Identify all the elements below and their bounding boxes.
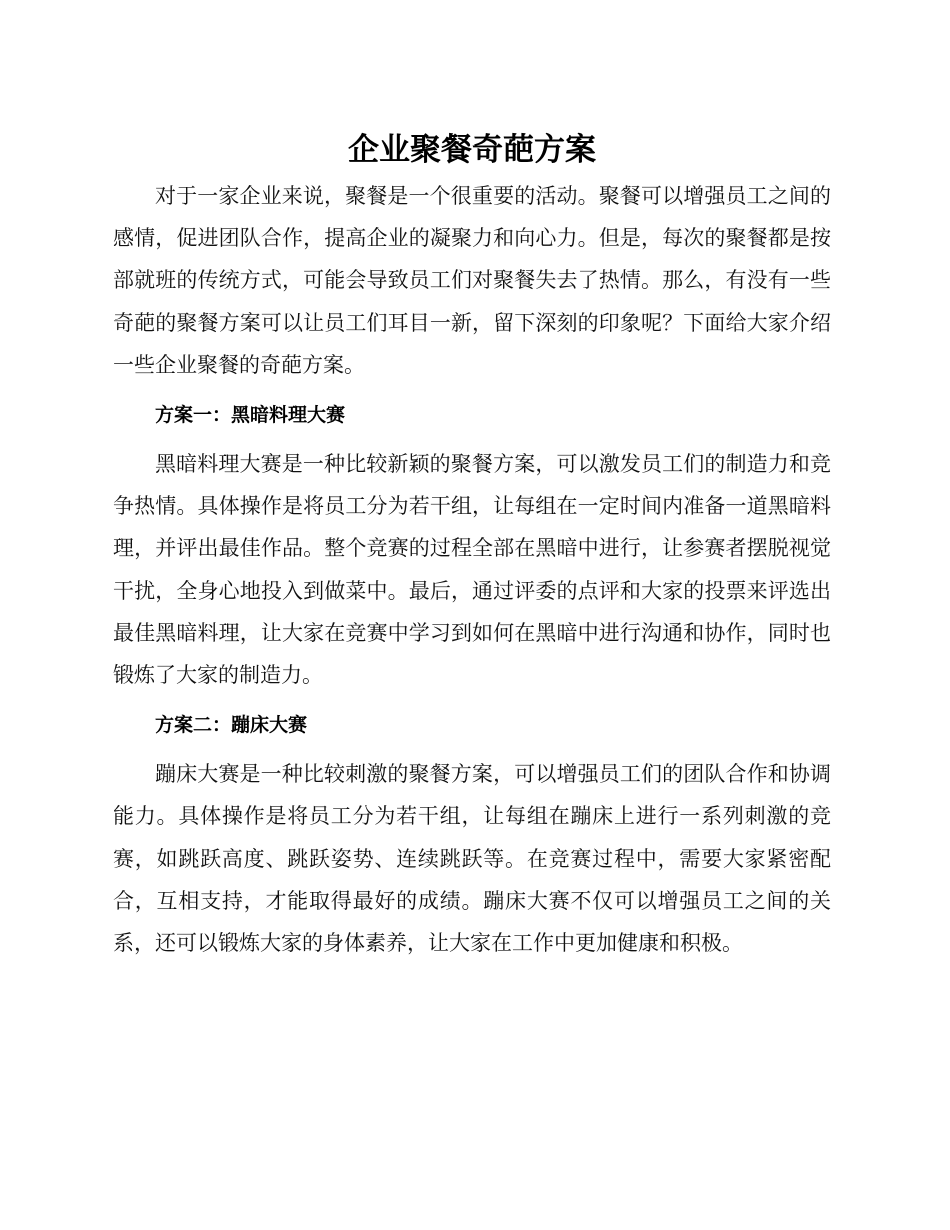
document-page (113, 128, 831, 964)
section-heading-1: 方案一：黑暗料理大赛 (155, 404, 346, 427)
section-body-2: 蹦床大赛是一种比较刺激的聚餐方案，可以增强员工们的团队合作和协调能力。具体操作是将员工分为若干组，让每组在蹦床上进行一系列刺激的竞赛，如跳跃高度、跳跃姿势、连续跳跃等。在竞赛过程中，需要大家紧密配合，互相支持，才能取得最好的成绩。蹦床大赛不仅可以增强员工之间的关系，还可以锻炼大家的身体素养，让大家在工作中更加健康和积极。 (113, 762, 831, 956)
section-body-1: 黑暗料理大赛是一种比较新颖的聚餐方案，可以激发员工们的制造力和竞争热情。具体操作是将员工分为若干组，让每组在一定时间内准备一道黑暗料理，并评出最佳作品。整个竞赛的过程全部在黑暗中进行，让参赛者摆脱视觉干扰，全身心地投入到做菜中。最后，通过评委的点评和大家的投票来评选出最佳黑暗料理，让大家在竞赛中学习到如何在黑暗中进行沟通和协作，同时也锻炼了大家的制造力。 (113, 452, 831, 688)
intro-paragraph: 对于一家企业来说，聚餐是一个很重要的活动。聚餐可以增强员工之间的感情，促进团队合作，提高企业的凝聚力和向心力。但是，每次的聚餐都是按部就班的传统方式，可能会导致员工们对聚餐失去了热情。那么，有没有一些奇葩的聚餐方案可以让员工们耳目一新，留下深刻的印象呢？下面给大家介绍一些企业聚餐的奇葩方案。 (113, 184, 831, 377)
document-title: 企业聚餐奇葩方案 (348, 132, 596, 168)
section-heading-2: 方案二：蹦床大赛 (155, 714, 308, 737)
